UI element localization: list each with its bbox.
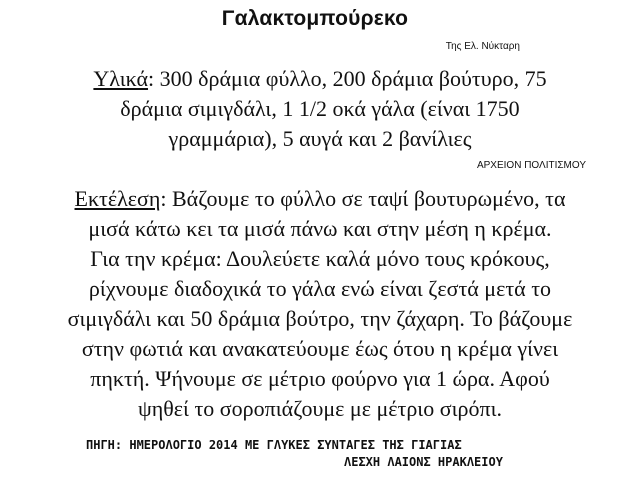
ingredients-line [0, 64, 640, 94]
instructions-line: στην φωτιά και ανακατεύουμε έως ότου η κρέμα γίνει [81, 336, 559, 361]
ingredients-line: δράμια σιμιγδάλι, 1 1/2 οκά γάλα (είναι 1750 [120, 96, 520, 121]
instructions-line: πηκτή. Ψήνουμε σε μέτριο φούρνο για 1 ώρα. Αφού [90, 366, 550, 391]
instructions-line: ρίχνουμε διαδοχικά το γάλα ενώ είναι ζεστά μετά το [88, 276, 552, 301]
ingredients-line: γραμμάρια), 5 αυγά και 2 βανίλιες [168, 126, 472, 151]
archive-credit: ΑΡΧΕΙΟΝ ΠΟΛΙΤΙΣΜΟΥ [476, 160, 586, 171]
instructions-line: Για την κρέμα: Δουλεύετε καλά μόνο τους κρόκους, [90, 246, 550, 271]
instructions-line: σιμιγδάλι και 50 δράμια βούτρο, την ζάχαρη. Το βάζουμε [67, 306, 573, 331]
source-line-1: ΠΗΓΗ: ΗΜΕΡΟΛΟΓΙΟ 2014 ΜΕ ΓΛΥΚΕΣ ΣΥΝΤΑΓΕΣ ΤΗΣ ΓΙΑΓΙΑΣ [86, 438, 462, 452]
source-line-2: ΛΕΣΧΗ ΛΑΙΟΝΣ ΗΡΑΚΛΕΙΟΥ [344, 455, 503, 469]
recipe-title: Γαλακτομπούρεκο [221, 7, 409, 30]
source-credit [86, 437, 503, 471]
ingredients-heading: Υλικά [93, 66, 149, 91]
instructions-heading: Εκτέλεση [74, 186, 161, 211]
instructions-section [0, 184, 640, 424]
instructions-line [0, 184, 640, 214]
instructions-line: μισά κάτω κει τα μισά πάνω και στην μέση η κρέμα. [88, 216, 552, 241]
ingredients-text: : 300 δράμια φύλλο, 200 δράμια βούτυρο, 75 [148, 66, 547, 91]
author-credit: Της Ελ. Νύκταρη [445, 41, 520, 52]
instructions-text: : Βάζουμε το φύλλο σε ταψί βουτυρωμένο, τα [160, 186, 566, 211]
instructions-line: ψηθεί το σοροπιάζουμε με μέτριο σιρόπι. [137, 396, 502, 421]
ingredients-section [0, 64, 640, 154]
